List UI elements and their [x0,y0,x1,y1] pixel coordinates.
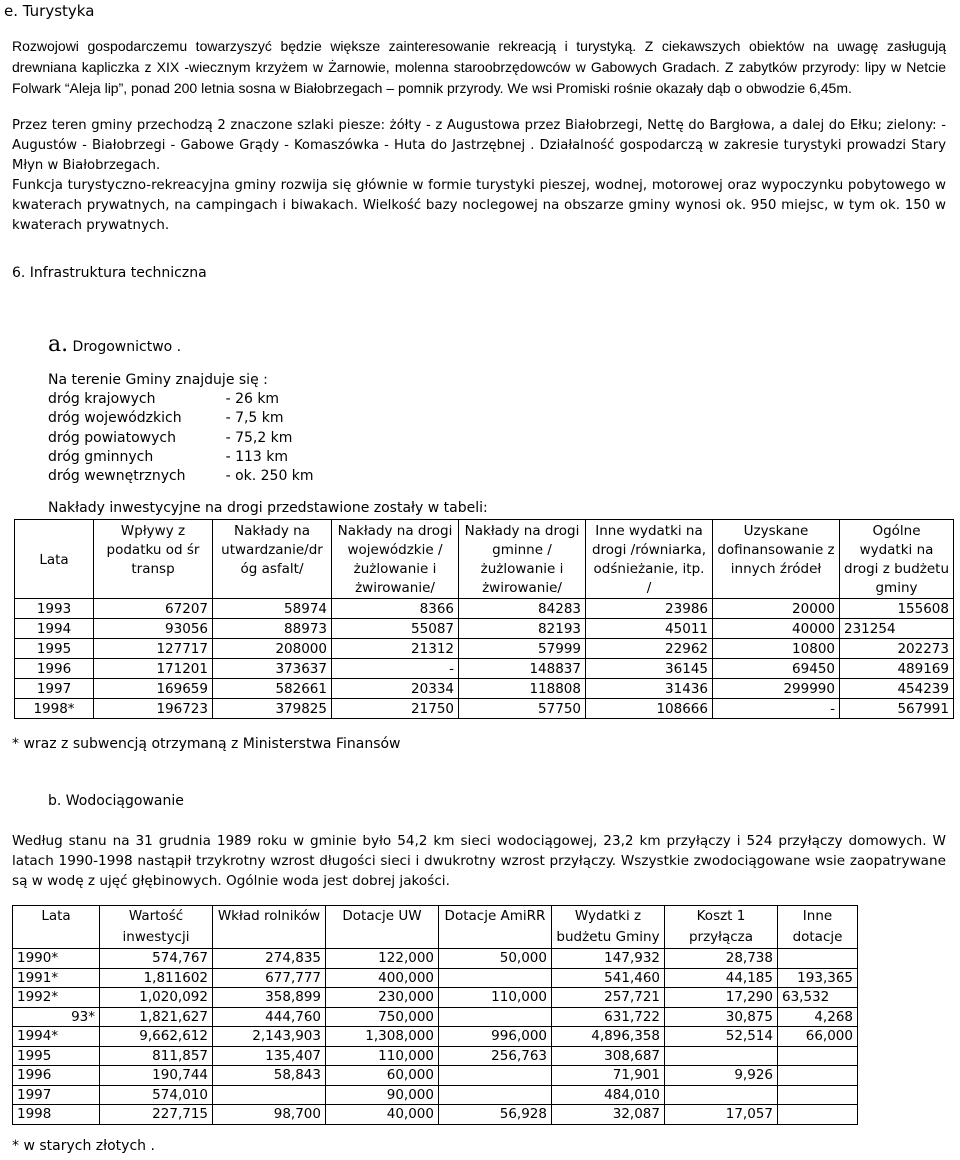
table-cell: 66,000 [778,1027,858,1047]
table-row [15,599,954,619]
table-cell [778,1105,858,1125]
table-cell: 454239 [840,679,954,699]
table-cell: 28,738 [665,949,778,969]
road-value: - 7,5 km [225,410,284,427]
table-cell: 50,000 [439,949,552,969]
table-cell: 56,928 [439,1105,552,1125]
table-cell: 84283 [459,599,586,619]
road-value: - 75,2 km [225,429,293,446]
table-cell: 1997 [13,1085,100,1105]
heading-roads [48,332,181,357]
table-cell [665,1085,778,1105]
table-cell: 400,000 [326,968,439,988]
table-cell [665,1046,778,1066]
table-cell: 45011 [586,619,713,639]
table-cell [439,1085,552,1105]
column-header: Nakłady na drogi wojewódzkie /żużlowanie i żwirowanie/ [332,520,459,599]
table-cell: 63,532 [778,988,858,1008]
table-cell: 171201 [94,659,213,679]
table-cell: 9,926 [665,1066,778,1086]
section-title: e. Turystyka [4,2,95,20]
table-cell: 677,777 [213,968,326,988]
table-cell: 1,811602 [100,968,213,988]
table-cell [778,1066,858,1086]
table-cell: 20334 [332,679,459,699]
column-header: Inne dotacje [778,906,858,949]
column-header: Uzyskane dofinansowanie z innych źródeł [713,520,840,599]
table-cell: 57999 [459,639,586,659]
table-cell [439,1007,552,1027]
paragraph-water-supply: Według stanu na 31 grudnia 1989 roku w gminie było 54,2 km sieci wodociągowej, 23,2 km przyłączy i 524 przyłączy domowych. W latach 1990-1998 nastąpił trzykrotny wzrost długości sieci i dwukrotny wzrost przyłączy. Wszystkie zwodociągowane wsie zaopatrywane są w wodę z ujęć głębinowych. Ogólnie woda jest dobrej jakości. [12,833,946,889]
road-label: dróg wojewódzkich [48,410,182,427]
table-cell: 169659 [94,679,213,699]
list-item [48,429,314,448]
table-cell: 1998* [15,699,94,719]
table-cell: 1995 [13,1046,100,1066]
paragraph-tourism-function: Funkcja turystyczno-rekreacyjna gminy rozwija się głównie w formie turystyki pieszej, wodnej, motorowej oraz wypoczynku pobytowego w kwaterach prywatnych, na campingach i biwakach. Wielkość bazy noclegowej na obszarze gminy wynosi ok. 950 miejsc, w tym ok. 150 w kwaterach prywatnych. [12,178,946,233]
table-cell: 1996 [15,659,94,679]
table-cell: 67207 [94,599,213,619]
column-header: Wartość inwestycji [100,906,213,949]
table-cell: 1991* [13,968,100,988]
table-cell: 574,767 [100,949,213,969]
table-cell: 256,763 [439,1046,552,1066]
table-cell: 52,514 [665,1027,778,1047]
table-cell: 257,721 [552,988,665,1008]
heading-roads-letter: a. [48,332,69,357]
table-cell: 20000 [713,599,840,619]
table-cell: 17,057 [665,1105,778,1125]
table-caption: Nakłady inwestycyjne na drogi przedstawione zostały w tabeli: [48,500,488,516]
table-cell: 631,722 [552,1007,665,1027]
table-cell: 574,010 [100,1085,213,1105]
table-cell: 17,290 [665,988,778,1008]
table-cell: 36145 [586,659,713,679]
table-cell: 489169 [840,659,954,679]
table-row [13,988,858,1008]
table-cell: 202273 [840,639,954,659]
table-row [15,699,954,719]
table-row [13,1007,858,1027]
column-header: Wydatki z budżetu Gminy [552,906,665,949]
table-cell: 22962 [586,639,713,659]
table-cell [439,1066,552,1086]
column-header: Ogólne wydatki na drogi z budżetu gminy [840,520,954,599]
table-cell: 1997 [15,679,94,699]
table-cell: 147,932 [552,949,665,969]
road-label: dróg wewnętrznych [48,468,186,485]
table-cell: 1992* [13,988,100,1008]
table-cell: 4,268 [778,1007,858,1027]
table-cell [778,1046,858,1066]
table-cell: 71,901 [552,1066,665,1086]
road-value: - 26 km [225,391,280,407]
table-cell: 196723 [94,699,213,719]
roads-intro: Na terenie Gminy znajduje się : [48,372,268,388]
table-row [13,949,858,969]
table-cell: 44,185 [665,968,778,988]
column-header: Nakłady na drogi gminne /żużlowanie i żwirowanie/ [459,520,586,599]
heading-roads-text: Drogownictwo . [68,339,182,355]
column-header: Nakłady na utwardzanie/dr óg asfalt/ [213,520,332,599]
table-cell: 58,843 [213,1066,326,1086]
table-cell: 93056 [94,619,213,639]
table-cell: 135,407 [213,1046,326,1066]
table-cell: 148837 [459,659,586,679]
table-cell: 1996 [13,1066,100,1086]
table-row [13,1105,858,1125]
list-item [48,409,314,428]
table-cell: 2,143,903 [213,1027,326,1047]
table-cell: 122,000 [326,949,439,969]
table-cell: 227,715 [100,1105,213,1125]
paragraph-tourism-attractions: Rozwojowi gospodarczemu towarzyszyć będzie większe zainteresowanie rekreacją i turystyką. Z ciekawszych obiektów na uwagę zasługują drewniana kapliczka z XIX -wiecznym krzyżem w Żarnowie, molenna staroobrzędowców w Gabowych Gradach. Z zabytków przyrody: lipy w Netcie Folwark “Aleja lip”, ponad 200 letnia sosna w Białobrzegach – pomnik przyrody. We wsi Promiski rośnie okazały dąb o obwodzie 6,45m. [12,38,946,96]
table-cell: 57750 [459,699,586,719]
heading-water-supply: b. Wodociągowanie [48,793,184,809]
table-cell: 1998 [13,1105,100,1125]
table-cell: 567991 [840,699,954,719]
road-investment-table [14,519,954,719]
table-row [15,639,954,659]
table-cell: 274,835 [213,949,326,969]
table-cell: 750,000 [326,1007,439,1027]
column-header: Wkład rolników [213,906,326,949]
list-item [48,390,314,409]
table-header-row [13,906,858,949]
list-item [48,448,314,467]
roads-list [48,390,314,486]
heading-infrastructure: 6. Infrastruktura techniczna [12,265,207,281]
table-cell: 1993 [15,599,94,619]
table-row [13,1027,858,1047]
table-cell: 30,875 [665,1007,778,1027]
table-row [13,1046,858,1066]
table-cell: 118808 [459,679,586,699]
table-cell: 55087 [332,619,459,639]
table-cell: 127717 [94,639,213,659]
table-cell: 379825 [213,699,332,719]
column-header: Lata [13,906,100,949]
table-cell: - [713,699,840,719]
list-item [48,467,314,486]
column-header: Wpływy z podatku od śr transp [94,520,213,599]
table-cell: 996,000 [439,1027,552,1047]
table-row [15,659,954,679]
table-cell: 9,662,612 [100,1027,213,1047]
table-cell: 4,896,358 [552,1027,665,1047]
table-cell: 190,744 [100,1066,213,1086]
table-cell: 69450 [713,659,840,679]
table-cell: 358,899 [213,988,326,1008]
table-cell: 299990 [713,679,840,699]
table-cell: 93* [13,1007,100,1027]
column-header: Dotacje UW [326,906,439,949]
table-cell: 10800 [713,639,840,659]
table-cell: 90,000 [326,1085,439,1105]
water-investment-table [12,905,858,1125]
road-value: - ok. 250 km [225,468,314,485]
table-cell: 8366 [332,599,459,619]
table-cell: 208000 [213,639,332,659]
table-cell: 155608 [840,599,954,619]
table-cell: 231254 [840,619,954,639]
table-cell: 82193 [459,619,586,639]
table-cell [778,1085,858,1105]
table-cell: 58974 [213,599,332,619]
table-row [13,1085,858,1105]
table-cell: - [332,659,459,679]
table-cell [213,1085,326,1105]
table-cell: 1994 [15,619,94,639]
table-footnote: * wraz z subwencją otrzymaną z Ministerstwa Finansów [12,736,401,752]
table-cell: 110,000 [326,1046,439,1066]
paragraph-hiking-trails: Przez teren gminy przechodzą 2 znaczone szlaki piesze: żółty - z Augustowa przez Białobrzegi, Nettę do Bargłowa, a dalej do Ełku; zielony: - Augustów - Białobrzegi - Gabowe Grądy - Komaszówka - Huta do Jastrzębnej . Działalność gospodarczą w zakresie turystyki prowadzi Stary Młyn w Białobrzegach. [12,118,946,173]
table-cell: 1,020,092 [100,988,213,1008]
column-header: Dotacje AmiRR [439,906,552,949]
table-cell: 31436 [586,679,713,699]
table-cell: 110,000 [439,988,552,1008]
table-cell: 88973 [213,619,332,639]
table-cell: 21750 [332,699,459,719]
table-footnote: * w starych złotych . [12,1138,155,1154]
table-cell: 582661 [213,679,332,699]
table-cell: 541,460 [552,968,665,988]
table-cell: 60,000 [326,1066,439,1086]
table-cell: 444,760 [213,1007,326,1027]
road-label: dróg krajowych [48,391,156,407]
table-cell: 308,687 [552,1046,665,1066]
table-row [13,968,858,988]
road-label: dróg gminnych [48,448,154,465]
table-cell: 1,821,627 [100,1007,213,1027]
table-cell: 108666 [586,699,713,719]
column-header: Inne wydatki na drogi /równiarka, odśnieżanie, itp. / [586,520,713,599]
table-cell: 373637 [213,659,332,679]
table-cell: 484,010 [552,1085,665,1105]
table-cell: 193,365 [778,968,858,988]
table-row [15,619,954,639]
table-row [15,679,954,699]
table-cell: 1990* [13,949,100,969]
table-cell: 40000 [713,619,840,639]
road-label: dróg powiatowych [48,429,176,446]
table-cell [778,949,858,969]
table-cell: 32,087 [552,1105,665,1125]
column-header: Koszt 1 przyłącza [665,906,778,949]
table-cell [439,968,552,988]
table-cell: 811,857 [100,1046,213,1066]
table-cell: 1995 [15,639,94,659]
table-cell: 23986 [586,599,713,619]
column-header: Lata [15,520,94,599]
table-header-row [15,520,954,599]
table-cell: 1,308,000 [326,1027,439,1047]
table-cell: 21312 [332,639,459,659]
table-cell: 1994* [13,1027,100,1047]
table-cell: 98,700 [213,1105,326,1125]
road-value: - 113 km [225,448,288,465]
table-cell: 230,000 [326,988,439,1008]
table-cell: 40,000 [326,1105,439,1125]
table-row [13,1066,858,1086]
